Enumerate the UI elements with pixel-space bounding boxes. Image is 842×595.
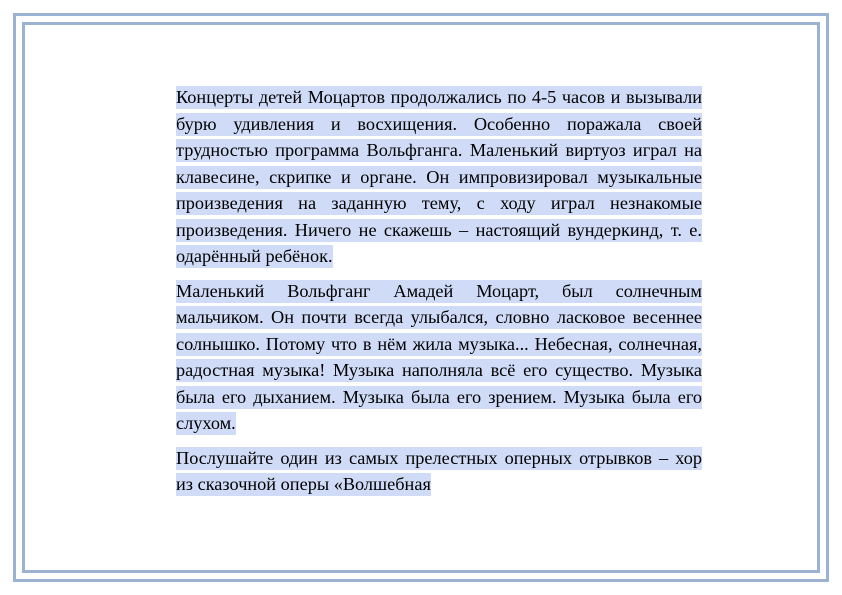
paragraph-3 [176,445,702,498]
paragraph-3-text: Послушайте один из самых прелестных оперных отрывков – хор из сказочной оперы «Волшебная [176,447,702,494]
text-content-area [176,84,702,543]
paragraph-1 [176,84,702,270]
paragraph-1-text: Концерты детей Моцартов продолжались по 4-5 часов и вызывали бурю удивления и восхищения. Особенно поражала своей трудностью программа Вольфганга. Маленький виртуоз играл на клавесине, скрипке и органе. Он импровизировал музыкальные произведения на заданную тему, с ходу играл незнакомые произведения. Ничего не скажешь – настоящий вундеркинд, т. е. одарённый ребёнок. [176,87,702,266]
paragraph-2 [176,278,702,437]
paragraph-2-text: Маленький Вольфганг Амадей Моцарт, был солнечным мальчиком. Он почти всегда улыбался, словно ласковое весеннее солнышко. Потому что в нём жила музыка... Небесная, солнечная, радостная музыка! Музыка наполняла всё его существо. Музыка была его дыханием. Музыка была его зрением. Музыка была его слухом. [176,280,702,433]
